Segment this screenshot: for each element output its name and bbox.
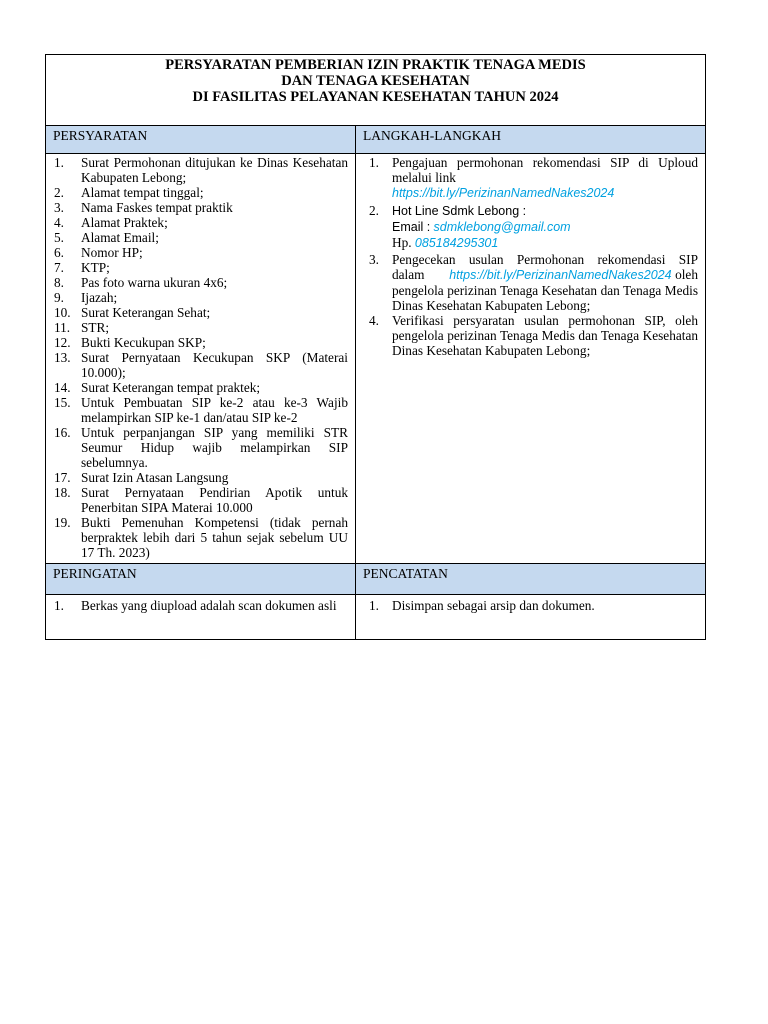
langkah-cell: [356, 154, 706, 564]
document-title: [46, 55, 706, 126]
title-line-3: DI FASILITAS PELAYANAN KESEHATAN TAHUN 2024: [192, 89, 559, 105]
hotline-title: Hot Line Sdmk Lebong :: [392, 204, 527, 218]
list-number: 3.: [54, 200, 64, 215]
list-number: 7.: [54, 260, 64, 275]
step-text: Pengecekan usulan Permohonan rekomendasi SIP dalam: [392, 252, 698, 282]
list-item: [46, 395, 355, 425]
title-line-1: PERSYARATAN PEMBERIAN IZIN PRAKTIK TENAGA MEDIS: [165, 57, 586, 73]
list-text: Surat Izin Atasan Langsung: [81, 470, 229, 485]
pencatatan-list: [356, 595, 705, 613]
list-text: Surat Pernyataan Kecukupan SKP (Materai 10.000);: [81, 350, 348, 380]
list-item: [46, 470, 355, 485]
list-text: Alamat Praktek;: [81, 215, 168, 230]
list-item: [46, 305, 355, 320]
list-item: [46, 598, 355, 613]
list-number: 9.: [54, 290, 64, 305]
list-number: 8.: [54, 275, 64, 290]
list-text: Pas foto warna ukuran 4x6;: [81, 275, 228, 290]
list-text: Nama Faskes tempat praktik: [81, 200, 233, 215]
list-item: [46, 350, 355, 380]
list-number: 6.: [54, 245, 64, 260]
hp-label: Hp.: [392, 235, 412, 250]
header-langkah: LANGKAH-LANGKAH: [356, 126, 706, 154]
list-number: 1.: [369, 598, 379, 613]
list-number: 1.: [369, 155, 379, 170]
list-text: Surat Keterangan Sehat;: [81, 305, 211, 320]
pencatatan-cell: [356, 595, 706, 640]
header-pencatatan: PENCATATAN: [356, 564, 706, 595]
list-text: Ijazah;: [81, 290, 118, 305]
list-text: Bukti Pemenuhan Kompetensi (tidak pernah berpraktek lebih dari 5 tahun sejak sebelum UU 17 Th. 2023): [81, 515, 348, 560]
step-text: Pengajuan permohonan rekomendasi SIP di Uploud melalui link: [392, 155, 698, 185]
list-item: [46, 155, 355, 185]
list-item: [46, 380, 355, 395]
header-peringatan: PERINGATAN: [46, 564, 356, 595]
upload-link[interactable]: https://bit.ly/PerizinanNamedNakes2024: [392, 186, 615, 200]
list-item: [46, 485, 355, 515]
title-line-2: DAN TENAGA KESEHATAN: [281, 73, 470, 89]
list-item: [46, 260, 355, 275]
list-number: 13.: [54, 350, 71, 365]
list-number: 2.: [369, 203, 379, 218]
list-item: [46, 335, 355, 350]
list-item: [46, 275, 355, 290]
list-item: [46, 245, 355, 260]
email-link[interactable]: sdmklebong@gmail.com: [433, 220, 571, 234]
list-text: Surat Permohonan ditujukan ke Dinas Kesehatan Kabupaten Lebong;: [81, 155, 348, 185]
persyaratan-list: [46, 154, 355, 560]
list-number: 10.: [54, 305, 71, 320]
list-item: [46, 230, 355, 245]
list-text: Surat Keterangan tempat praktek;: [81, 380, 261, 395]
list-number: 3.: [369, 252, 379, 267]
list-item: [46, 515, 355, 560]
list-number: 12.: [54, 335, 71, 350]
document: [45, 54, 705, 640]
peringatan-list: [46, 595, 355, 613]
step-text: Verifikasi persyaratan usulan permohonan SIP, oleh pengelola perizinan Tenaga Medis dan Tenaga Kesehatan Dinas Kesehatan Kabupaten Lebong;: [392, 313, 698, 358]
list-text: Bukti Kecukupan SKP;: [81, 335, 206, 350]
list-item: [46, 290, 355, 305]
list-number: 16.: [54, 425, 71, 440]
persyaratan-cell: [46, 154, 356, 564]
phone-number[interactable]: 085184295301: [414, 236, 499, 250]
list-text: Nomor HP;: [81, 245, 143, 260]
list-number: 19.: [54, 515, 71, 530]
list-text: Untuk Pembuatan SIP ke-2 atau ke-3 Wajib melampirkan SIP ke-1 dan/atau SIP ke-2: [81, 395, 348, 425]
list-text: KTP;: [81, 260, 110, 275]
list-number: 1.: [54, 598, 64, 613]
email-label: Email :: [392, 220, 431, 234]
list-item: [46, 215, 355, 230]
list-text: Disimpan sebagai arsip dan dokumen.: [392, 598, 595, 613]
list-number: 17.: [54, 470, 71, 485]
list-number: 5.: [54, 230, 64, 245]
list-text: Berkas yang diupload adalah scan dokumen asli: [81, 598, 337, 613]
list-text: Surat Pernyataan Pendirian Apotik untuk Penerbitan SIPA Materai 10.000: [81, 485, 348, 515]
list-number: 18.: [54, 485, 71, 500]
list-text: Alamat tempat tinggal;: [81, 185, 204, 200]
list-number: 1.: [54, 155, 64, 170]
list-item: [46, 320, 355, 335]
list-item: [46, 425, 355, 470]
list-number: 14.: [54, 380, 71, 395]
langkah-item: [356, 155, 705, 201]
list-number: 4.: [369, 313, 379, 328]
list-text: Untuk perpanjangan SIP yang memiliki STR Seumur Hidup wajib melampirkan SIP sebelumnya.: [81, 425, 348, 470]
list-number: 2.: [54, 185, 64, 200]
langkah-item: [356, 313, 705, 358]
check-link[interactable]: https://bit.ly/PerizinanNamedNakes2024: [449, 268, 672, 282]
peringatan-cell: [46, 595, 356, 640]
list-text: Alamat Email;: [81, 230, 159, 245]
list-item: [46, 200, 355, 215]
step-text-continued: oleh pengelola perizinan Tenaga Kesehatan dan Tenaga Medis Dinas Kesehatan Kabupaten Lebong;: [392, 267, 698, 313]
langkah-list: [356, 154, 705, 358]
list-number: 15.: [54, 395, 71, 410]
list-item: [356, 598, 705, 613]
list-number: 4.: [54, 215, 64, 230]
list-number: 11.: [54, 320, 71, 335]
list-text: STR;: [81, 320, 110, 335]
langkah-item: [356, 252, 705, 313]
list-item: [46, 185, 355, 200]
header-persyaratan: PERSYARATAN: [46, 126, 356, 154]
langkah-item: [356, 203, 705, 251]
requirements-table: [45, 54, 706, 640]
